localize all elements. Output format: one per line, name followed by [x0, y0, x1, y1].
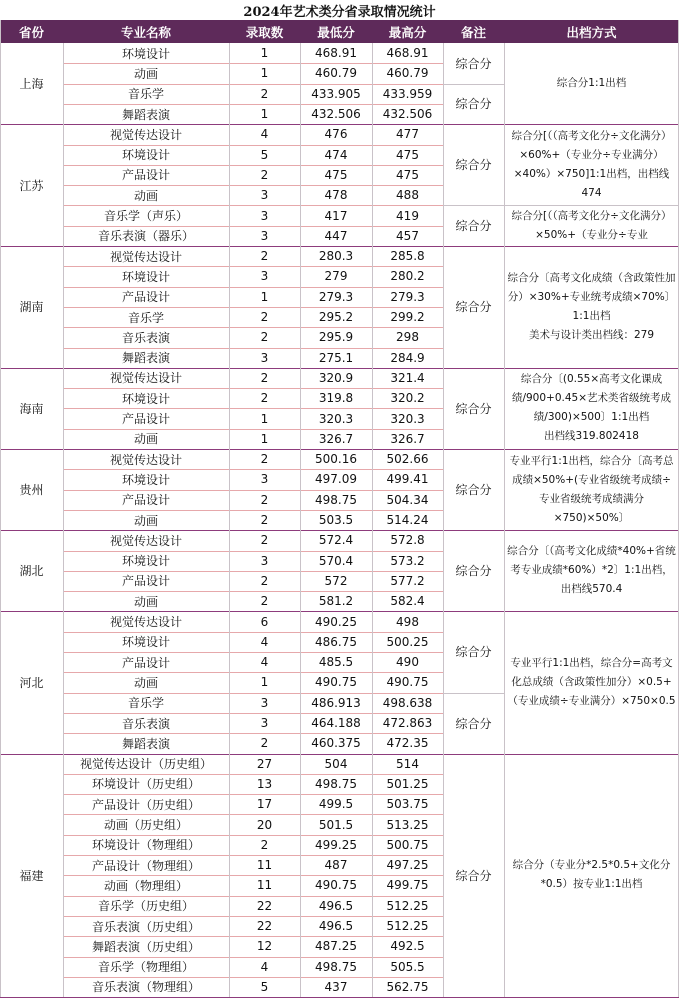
min-score-cell: 478 — [324, 188, 348, 203]
method-cell — [504, 43, 679, 124]
max-score-cell: 298 — [396, 330, 419, 345]
max-score-cell: 505.5 — [390, 959, 425, 974]
min-score-cell: 498.75 — [315, 492, 357, 507]
province-cell: 贵州 — [19, 483, 44, 498]
max-score-cell: 501.25 — [386, 776, 429, 791]
method-text: 综合分〔(0.55×高考文化课成绩/900+0.45×艺术类省级统考成绩/300)×500〕1:1出档 — [511, 373, 672, 424]
header-admit-count: 录取数 — [229, 20, 300, 43]
grid-line — [63, 429, 443, 430]
min-score-cell: 279.3 — [318, 289, 354, 304]
major-cell: 环境设计 — [121, 554, 170, 569]
major-cell: 音乐表演 — [121, 716, 170, 731]
grid-line — [63, 205, 443, 206]
max-score-cell: 326.7 — [390, 431, 425, 446]
method-text: 综合分1:1出档 — [556, 77, 627, 90]
method-text: 综合分〔高考文化成绩（含政策性加分）×30%+专业统考成绩×70%〕1:1出档 — [507, 271, 676, 322]
method-text: 美术与设计类出档线：279 — [528, 328, 655, 341]
admit-count-cell: 3 — [260, 472, 269, 487]
min-score-cell: 490.75 — [315, 878, 357, 893]
max-score-cell: 320.2 — [390, 391, 425, 406]
admit-count-cell: 1 — [260, 66, 269, 81]
header-province: 省份 — [0, 20, 63, 43]
major-cell: 环境设计 — [121, 148, 170, 163]
admit-count-cell: 2 — [260, 310, 269, 325]
province-cell: 湖北 — [19, 564, 44, 579]
province-cell: 江苏 — [19, 178, 44, 193]
grid-line — [504, 43, 505, 997]
major-cell: 动画 — [133, 513, 158, 528]
grid-line — [63, 916, 443, 917]
major-cell: 视觉传达设计（历史组） — [79, 757, 212, 772]
method-text: 专业平行1:1出档，综合分〔高考总成绩×50%+(专业省级统考成绩÷专业省级统考成绩满分×750)×50%〕 — [509, 454, 674, 524]
max-score-cell: 475 — [396, 167, 419, 182]
max-score-cell: 504.34 — [386, 492, 429, 507]
grid-line — [443, 43, 444, 997]
grid-line — [63, 835, 443, 836]
max-score-cell: 514.24 — [386, 513, 429, 528]
note-cell: 综合分 — [455, 564, 492, 579]
grid-line — [63, 510, 443, 511]
admit-count-cell: 4 — [260, 959, 269, 974]
min-score-cell: 475 — [324, 167, 348, 182]
admit-count-cell: 13 — [256, 776, 273, 791]
min-score-cell: 433.905 — [311, 86, 361, 101]
grid-line — [63, 936, 443, 937]
max-score-cell: 499.75 — [386, 878, 429, 893]
max-score-cell: 490 — [396, 655, 419, 670]
min-score-cell: 501.5 — [318, 817, 354, 832]
min-score-cell: 468.91 — [315, 46, 357, 61]
grid-line — [63, 693, 443, 694]
method-text: 综合分（专业分*2.5*0.5+文化分*0.5）按专业1:1出档 — [512, 859, 671, 891]
major-cell: 舞蹈表演 — [121, 736, 170, 751]
admit-count-cell: 3 — [260, 350, 269, 365]
grid-line — [63, 104, 443, 105]
major-cell: 动画 — [133, 594, 158, 609]
header-note: 备注 — [443, 20, 504, 43]
admit-count-cell: 2 — [260, 86, 269, 101]
note-cell: 综合分 — [455, 716, 492, 731]
min-score-cell: 485.5 — [318, 655, 354, 670]
admit-count-cell: 1 — [260, 46, 269, 61]
admit-count-cell: 3 — [260, 188, 269, 203]
admit-count-cell: 2 — [260, 594, 269, 609]
min-score-cell: 447 — [324, 228, 348, 243]
note-cell: 综合分 — [455, 483, 492, 498]
admit-count-cell: 27 — [256, 756, 273, 771]
major-cell: 产品设计（物理组） — [91, 858, 200, 873]
admit-count-cell: 2 — [260, 452, 269, 467]
grid-line — [63, 145, 443, 146]
grid-line — [63, 551, 443, 552]
admit-count-cell: 3 — [260, 553, 269, 568]
grid-line — [63, 855, 443, 856]
major-cell: 环境设计 — [121, 391, 170, 406]
max-score-cell: 573.2 — [390, 553, 425, 568]
min-score-cell: 570.4 — [318, 553, 354, 568]
max-score-cell: 498.638 — [382, 695, 433, 710]
max-score-cell: 502.66 — [386, 452, 429, 467]
min-score-cell: 476 — [324, 127, 348, 142]
note-cell: 综合分 — [455, 868, 492, 883]
min-score-cell: 437 — [324, 979, 348, 994]
min-score-cell: 460.375 — [311, 736, 361, 751]
major-cell: 产品设计 — [121, 290, 170, 305]
max-score-cell: 433.959 — [382, 86, 433, 101]
grid-line — [63, 84, 443, 85]
major-cell: 动画 — [133, 66, 158, 81]
max-score-cell: 460.79 — [386, 66, 429, 81]
major-cell: 视觉传达设计 — [109, 371, 182, 386]
major-cell: 音乐学 — [127, 696, 164, 711]
grid-line — [63, 632, 443, 633]
province-cell: 河北 — [19, 675, 44, 690]
max-score-cell: 513.25 — [386, 817, 429, 832]
max-score-cell: 472.863 — [382, 716, 433, 731]
grid-line — [63, 63, 443, 64]
admit-count-cell: 22 — [256, 919, 273, 934]
min-score-cell: 497.09 — [315, 472, 357, 487]
grid-line — [63, 591, 443, 592]
method-cell: 综合分[（（高考文化分÷文化满分）×60%+（专业分÷专业满分）×40%）×750]1:1出档，出档线474 — [511, 129, 672, 199]
admit-count-cell: 2 — [260, 167, 269, 182]
admit-count-cell: 1 — [260, 675, 269, 690]
min-score-cell: 572 — [324, 573, 348, 588]
grid-line — [504, 205, 679, 206]
major-cell: 动画 — [133, 432, 158, 447]
admit-count-cell: 17 — [256, 797, 273, 812]
grid-line — [443, 205, 504, 206]
admit-count-cell: 2 — [260, 249, 269, 264]
min-score-cell: 487 — [324, 858, 348, 873]
max-score-cell: 285.8 — [390, 249, 425, 264]
max-score-cell: 562.75 — [386, 979, 429, 994]
method-cell — [504, 611, 679, 753]
table-title: 2024年艺术类分省录取情况统计 — [243, 4, 436, 20]
min-score-cell: 496.5 — [318, 919, 354, 934]
grid-line — [63, 957, 443, 958]
note-cell: 综合分 — [455, 97, 492, 112]
min-score-cell: 572.4 — [318, 533, 354, 548]
note-cell: 综合分 — [455, 401, 492, 416]
major-cell: 舞蹈表演 — [121, 107, 170, 122]
max-score-cell: 499.41 — [386, 472, 429, 487]
major-cell: 环境设计 — [121, 269, 170, 284]
max-score-cell: 498 — [396, 614, 419, 629]
max-score-cell: 512.25 — [386, 919, 429, 934]
note-cell: 综合分 — [455, 158, 492, 173]
admit-count-cell: 2 — [260, 513, 269, 528]
min-score-cell: 474 — [324, 147, 348, 162]
max-score-cell: 284.9 — [390, 350, 425, 365]
admit-count-cell: 2 — [260, 573, 269, 588]
admit-count-cell: 2 — [260, 492, 269, 507]
min-score-cell: 498.75 — [315, 959, 357, 974]
min-score-cell: 499.25 — [315, 837, 357, 852]
major-cell: 音乐表演 — [121, 330, 170, 345]
major-cell: 音乐表演（器乐） — [97, 229, 194, 244]
max-score-cell: 572.8 — [390, 533, 425, 548]
grid-line — [63, 388, 443, 389]
admit-count-cell: 22 — [256, 898, 273, 913]
max-score-cell: 468.91 — [386, 46, 429, 61]
province-cell: 上海 — [19, 77, 44, 92]
province-cell: 福建 — [19, 868, 44, 883]
min-score-cell: 487.25 — [315, 939, 357, 954]
method-cell — [504, 246, 679, 368]
province-cell: 海南 — [19, 401, 44, 416]
method-cell: 综合分[（（高考文化分÷文化满分）×50%+（专业分÷专业 — [511, 209, 672, 241]
admit-count-cell: 3 — [260, 716, 269, 731]
grid-line — [63, 794, 443, 795]
max-score-cell: 500.75 — [386, 837, 429, 852]
admit-count-cell: 1 — [260, 289, 269, 304]
min-score-cell: 581.2 — [318, 594, 354, 609]
min-score-cell: 326.7 — [318, 431, 354, 446]
admit-count-cell: 2 — [260, 370, 269, 385]
min-score-cell: 486.913 — [311, 695, 361, 710]
admit-count-cell: 2 — [260, 837, 269, 852]
admit-count-cell: 5 — [260, 979, 269, 994]
admit-count-cell: 1 — [260, 411, 269, 426]
major-cell: 产品设计 — [121, 655, 170, 670]
admit-count-cell: 3 — [260, 208, 269, 223]
min-score-cell: 295.9 — [318, 330, 354, 345]
grid-line — [63, 266, 443, 267]
major-cell: 环境设计 — [121, 635, 170, 650]
grid-line — [63, 713, 443, 714]
min-score-cell: 486.75 — [315, 634, 357, 649]
major-cell: 动画（物理组） — [103, 878, 188, 893]
min-score-cell: 319.8 — [318, 391, 354, 406]
max-score-cell: 299.2 — [390, 310, 425, 325]
major-cell: 产品设计 — [121, 493, 170, 508]
header-method: 出档方式 — [504, 20, 679, 43]
min-score-cell: 503.5 — [318, 513, 354, 528]
method-text: 综合分〔（高考文化成绩*40%+省统考专业成绩*60%）*2〕1:1出档，出档线570.4 — [507, 545, 676, 596]
major-cell: 音乐学（物理组） — [97, 960, 194, 975]
grid-line — [0, 997, 679, 998]
min-score-cell: 280.3 — [318, 249, 354, 264]
grid-line — [63, 490, 443, 491]
max-score-cell: 432.506 — [382, 107, 433, 122]
admit-count-cell: 3 — [260, 228, 269, 243]
min-score-cell: 417 — [324, 208, 348, 223]
admit-count-cell: 4 — [260, 634, 269, 649]
admit-count-cell: 11 — [256, 858, 273, 873]
grid-line — [63, 814, 443, 815]
grid-line — [63, 307, 443, 308]
admit-count-cell: 11 — [256, 878, 273, 893]
major-cell: 视觉传达设计 — [109, 249, 182, 264]
grid-line — [229, 43, 230, 997]
major-cell: 视觉传达设计 — [109, 452, 182, 467]
major-cell: 环境设计 — [121, 46, 170, 61]
max-score-cell: 475 — [396, 147, 419, 162]
grid-line — [63, 977, 443, 978]
major-cell: 音乐学 — [127, 310, 164, 325]
admit-count-cell: 1 — [260, 431, 269, 446]
min-score-cell: 320.9 — [318, 370, 354, 385]
max-score-cell: 512.25 — [386, 898, 429, 913]
grid-line — [63, 652, 443, 653]
major-cell: 产品设计（历史组） — [91, 797, 200, 812]
min-score-cell: 496.5 — [318, 898, 354, 913]
grid-line — [63, 469, 443, 470]
min-score-cell: 499.5 — [318, 797, 354, 812]
max-score-cell: 514 — [396, 756, 419, 771]
grid-line — [300, 43, 301, 997]
admit-count-cell: 20 — [256, 817, 273, 832]
grid-line — [63, 896, 443, 897]
header-major: 专业名称 — [63, 20, 229, 43]
method-text: 出档线319.802418 — [544, 430, 639, 443]
major-cell: 视觉传达设计 — [109, 615, 182, 630]
min-score-cell: 275.1 — [318, 350, 354, 365]
grid-line — [63, 287, 443, 288]
grid-line — [63, 672, 443, 673]
major-cell: 视觉传达设计 — [109, 127, 182, 142]
method-cell — [504, 368, 679, 449]
grid-line — [63, 185, 443, 186]
min-score-cell: 500.16 — [315, 452, 357, 467]
grid-line — [63, 165, 443, 166]
max-score-cell: 492.5 — [390, 939, 425, 954]
admit-count-cell: 3 — [260, 695, 269, 710]
major-cell: 动画 — [133, 675, 158, 690]
min-score-cell: 490.75 — [315, 675, 357, 690]
grid-line — [372, 43, 373, 997]
max-score-cell: 321.4 — [390, 370, 425, 385]
grid-line — [63, 733, 443, 734]
note-cell: 综合分 — [455, 645, 492, 660]
major-cell: 产品设计 — [121, 574, 170, 589]
grid-line — [63, 327, 443, 328]
method-cell — [504, 449, 679, 530]
major-cell: 环境设计（历史组） — [91, 777, 200, 792]
grid-line — [63, 571, 443, 572]
admit-count-cell: 2 — [260, 391, 269, 406]
major-cell: 音乐表演（历史组） — [91, 919, 200, 934]
max-score-cell: 279.3 — [390, 289, 425, 304]
admit-count-cell: 4 — [260, 655, 269, 670]
max-score-cell: 472.35 — [386, 736, 429, 751]
admit-count-cell: 4 — [260, 127, 269, 142]
min-score-cell: 498.75 — [315, 776, 357, 791]
major-cell: 产品设计 — [121, 168, 170, 183]
max-score-cell: 503.75 — [386, 797, 429, 812]
max-score-cell: 320.3 — [390, 411, 425, 426]
admit-count-cell: 6 — [260, 614, 269, 629]
grid-line — [63, 408, 443, 409]
major-cell: 产品设计 — [121, 412, 170, 427]
grid-line — [63, 43, 64, 997]
max-score-cell: 577.2 — [390, 573, 425, 588]
admit-count-cell: 5 — [260, 147, 269, 162]
grid-line — [63, 875, 443, 876]
max-score-cell: 280.2 — [390, 269, 425, 284]
major-cell: 视觉传达设计 — [109, 533, 182, 548]
major-cell: 音乐学（声乐） — [103, 209, 188, 224]
admit-count-cell: 2 — [260, 533, 269, 548]
max-score-cell: 497.25 — [386, 858, 429, 873]
grid-line — [63, 774, 443, 775]
major-cell: 音乐学 — [127, 87, 164, 102]
max-score-cell: 500.25 — [386, 634, 429, 649]
max-score-cell: 477 — [396, 127, 419, 142]
min-score-cell: 279 — [324, 269, 348, 284]
admit-count-cell: 3 — [260, 269, 269, 284]
major-cell: 动画（历史组） — [103, 818, 188, 833]
major-cell: 音乐表演（物理组） — [91, 980, 200, 995]
method-cell — [504, 530, 679, 611]
min-score-cell: 432.506 — [311, 107, 361, 122]
grid-line — [63, 226, 443, 227]
grid-line — [443, 84, 504, 85]
grid-line — [63, 348, 443, 349]
admit-count-cell: 2 — [260, 330, 269, 345]
max-score-cell: 490.75 — [386, 675, 429, 690]
header-min-score: 最低分 — [300, 20, 372, 43]
note-cell: 综合分 — [455, 56, 492, 71]
min-score-cell: 320.3 — [318, 411, 354, 426]
major-cell: 舞蹈表演 — [121, 351, 170, 366]
min-score-cell: 490.25 — [315, 614, 357, 629]
major-cell: 环境设计（物理组） — [91, 838, 200, 853]
header-max-score: 最高分 — [372, 20, 443, 43]
admit-count-cell: 1 — [260, 107, 269, 122]
note-cell: 综合分 — [455, 300, 492, 315]
max-score-cell: 582.4 — [390, 594, 425, 609]
method-text: 专业平行1:1出档，综合分=高考文化总成绩（含政策性加分）×0.5+（专业成绩÷专业满分）×750×0.5 — [507, 656, 676, 707]
note-cell: 综合分 — [455, 219, 492, 234]
major-cell: 动画 — [133, 188, 158, 203]
admit-count-cell: 12 — [256, 939, 273, 954]
min-score-cell: 504 — [324, 756, 348, 771]
grid-line — [0, 20, 1, 997]
min-score-cell: 460.79 — [315, 66, 357, 81]
admit-count-cell: 2 — [260, 736, 269, 751]
min-score-cell: 464.188 — [311, 716, 361, 731]
grid-line — [443, 693, 504, 694]
major-cell: 环境设计 — [121, 472, 170, 487]
max-score-cell: 457 — [396, 228, 419, 243]
max-score-cell: 488 — [396, 188, 419, 203]
max-score-cell: 419 — [396, 208, 419, 223]
major-cell: 音乐学（历史组） — [97, 899, 194, 914]
method-cell — [504, 754, 679, 998]
major-cell: 舞蹈表演（历史组） — [91, 939, 200, 954]
province-cell: 湖南 — [19, 300, 44, 315]
min-score-cell: 295.2 — [318, 310, 354, 325]
